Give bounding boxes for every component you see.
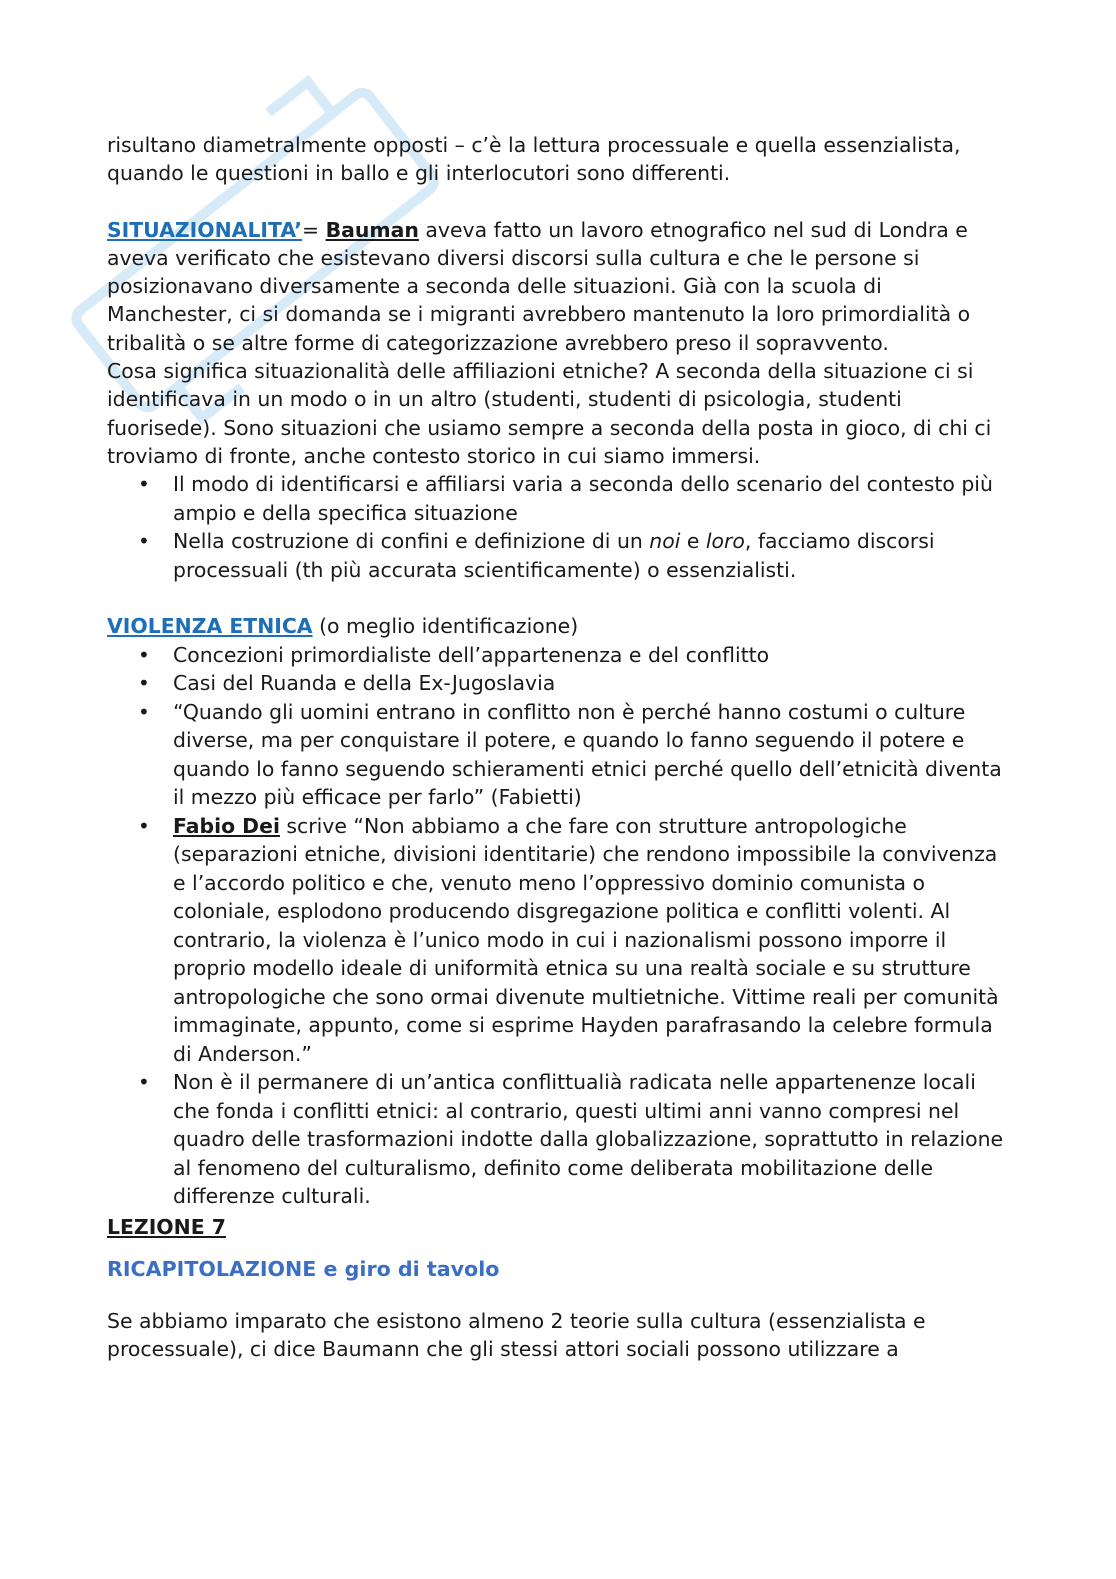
list-item: • “Quando gli uomini entrano in conflitto non è perché hanno costumi o culture diverse, ma per conquistare il potere, e quando lo fanno seguendo il potere e quando lo fanno seguendo schieramenti etnici perché quello dell’etnicità diventa il mezzo più efficace per farlo” (Fabietti) [107,698,1007,812]
bauman-name: Bauman [325,217,419,242]
violenza-heading-line: VIOLENZA ETNICA (o meglio identificazione) [107,614,579,639]
situazionalita-heading: SITUAZIONALITA’ [107,217,303,242]
lesson-title: LEZIONE 7 [107,1214,226,1239]
situazionalita-paragraph: SITUAZIONALITA’= Bauman aveva fatto un lavoro etnografico nel sud di Londra e aveva verificato che esistevano diversi discorsi sulla cultura e che le persone si posizionavano diversamente a seconda delle situazioni. Già con la scuola di Manchester, ci si domanda se i migranti avrebbero mantenuto la loro primordialità o tribalità o se altre forme di categorizzazione avrebbero preso il sopravvento. [107,217,971,355]
fabio-dei-name: Fabio Dei [173,813,280,838]
intro-paragraph: risultano diametralmente opposti – c’è la lettura processuale e quella essenzialista, quando le questioni in ballo e gli interlocutori sono differenti. [107,133,961,186]
list-item: • Il modo di identificarsi e affiliarsi varia a seconda dello scenario del contesto più ampio e della specifica situazione [107,470,1007,527]
recap-heading: RICAPITOLAZIONE e giro di tavolo [107,1256,500,1281]
violenza-list [107,641,1007,1211]
violenza-heading: VIOLENZA ETNICA [107,614,313,639]
list-item: • Non è il permanere di un’antica conflittualià radicata nelle appartenenze locali che fonda i conflitti etnici: al contrario, questi ultimi anni vanno compresi nel quadro delle trasformazioni indotte dalla globalizzazione, soprattutto in relazione al fenomeno del culturalismo, definito come deliberata mobilitazione delle differenze culturali. [107,1068,1007,1211]
situazionalita-list [107,470,1007,584]
list-item: • Nella costruzione di confini e definizione di un noi e loro, facciamo discorsi processuali (th più accurata scientificamente) o essenzialisti. [107,527,1007,584]
recap-paragraph: Se abbiamo imparato che esistono almeno 2 teorie sulla cultura (essenzialista e processuale), ci dice Baumann che gli stessi attori sociali possono utilizzare a [107,1309,926,1362]
list-item: • Fabio Dei scrive “Non abbiamo a che fare con strutture antropologiche (separazioni etniche, divisioni identitarie) che rendono impossibile la convivenza e l’accordo politico e che, venuto meno l’oppressivo dominio comunista o coloniale, esplodono producendo disgregazione politica e conflitti volenti. Al contrario, la violenza è l’unico modo in cui i nazionalismi possono imporre il proprio modello ideale di uniformità etnica su una realtà sociale e su strutture antropologiche che sono ormai divenute multietniche. Vittime reali per comunità immaginate, appunto, come si esprime Hayden parafrasando la celebre formula di Anderson.” [107,812,1007,1069]
list-item: • Casi del Ruanda e della Ex-Jugoslavia [107,669,1007,698]
situazionalita-question-paragraph: Cosa significa situazionalità delle affiliazioni etniche? A seconda della situazione ci si identificava in un modo o in un altro (studenti, studenti di psicologia, studenti fuorisede). Sono situazioni che usiamo sempre a seconda della posta in gioco, di chi ci troviamo di fronte, anche contesto storico in cui siamo immersi. [107,359,992,468]
list-item: • Concezioni primordialiste dell’appartenenza e del conflitto [107,641,1007,670]
document-page [107,131,1007,1364]
